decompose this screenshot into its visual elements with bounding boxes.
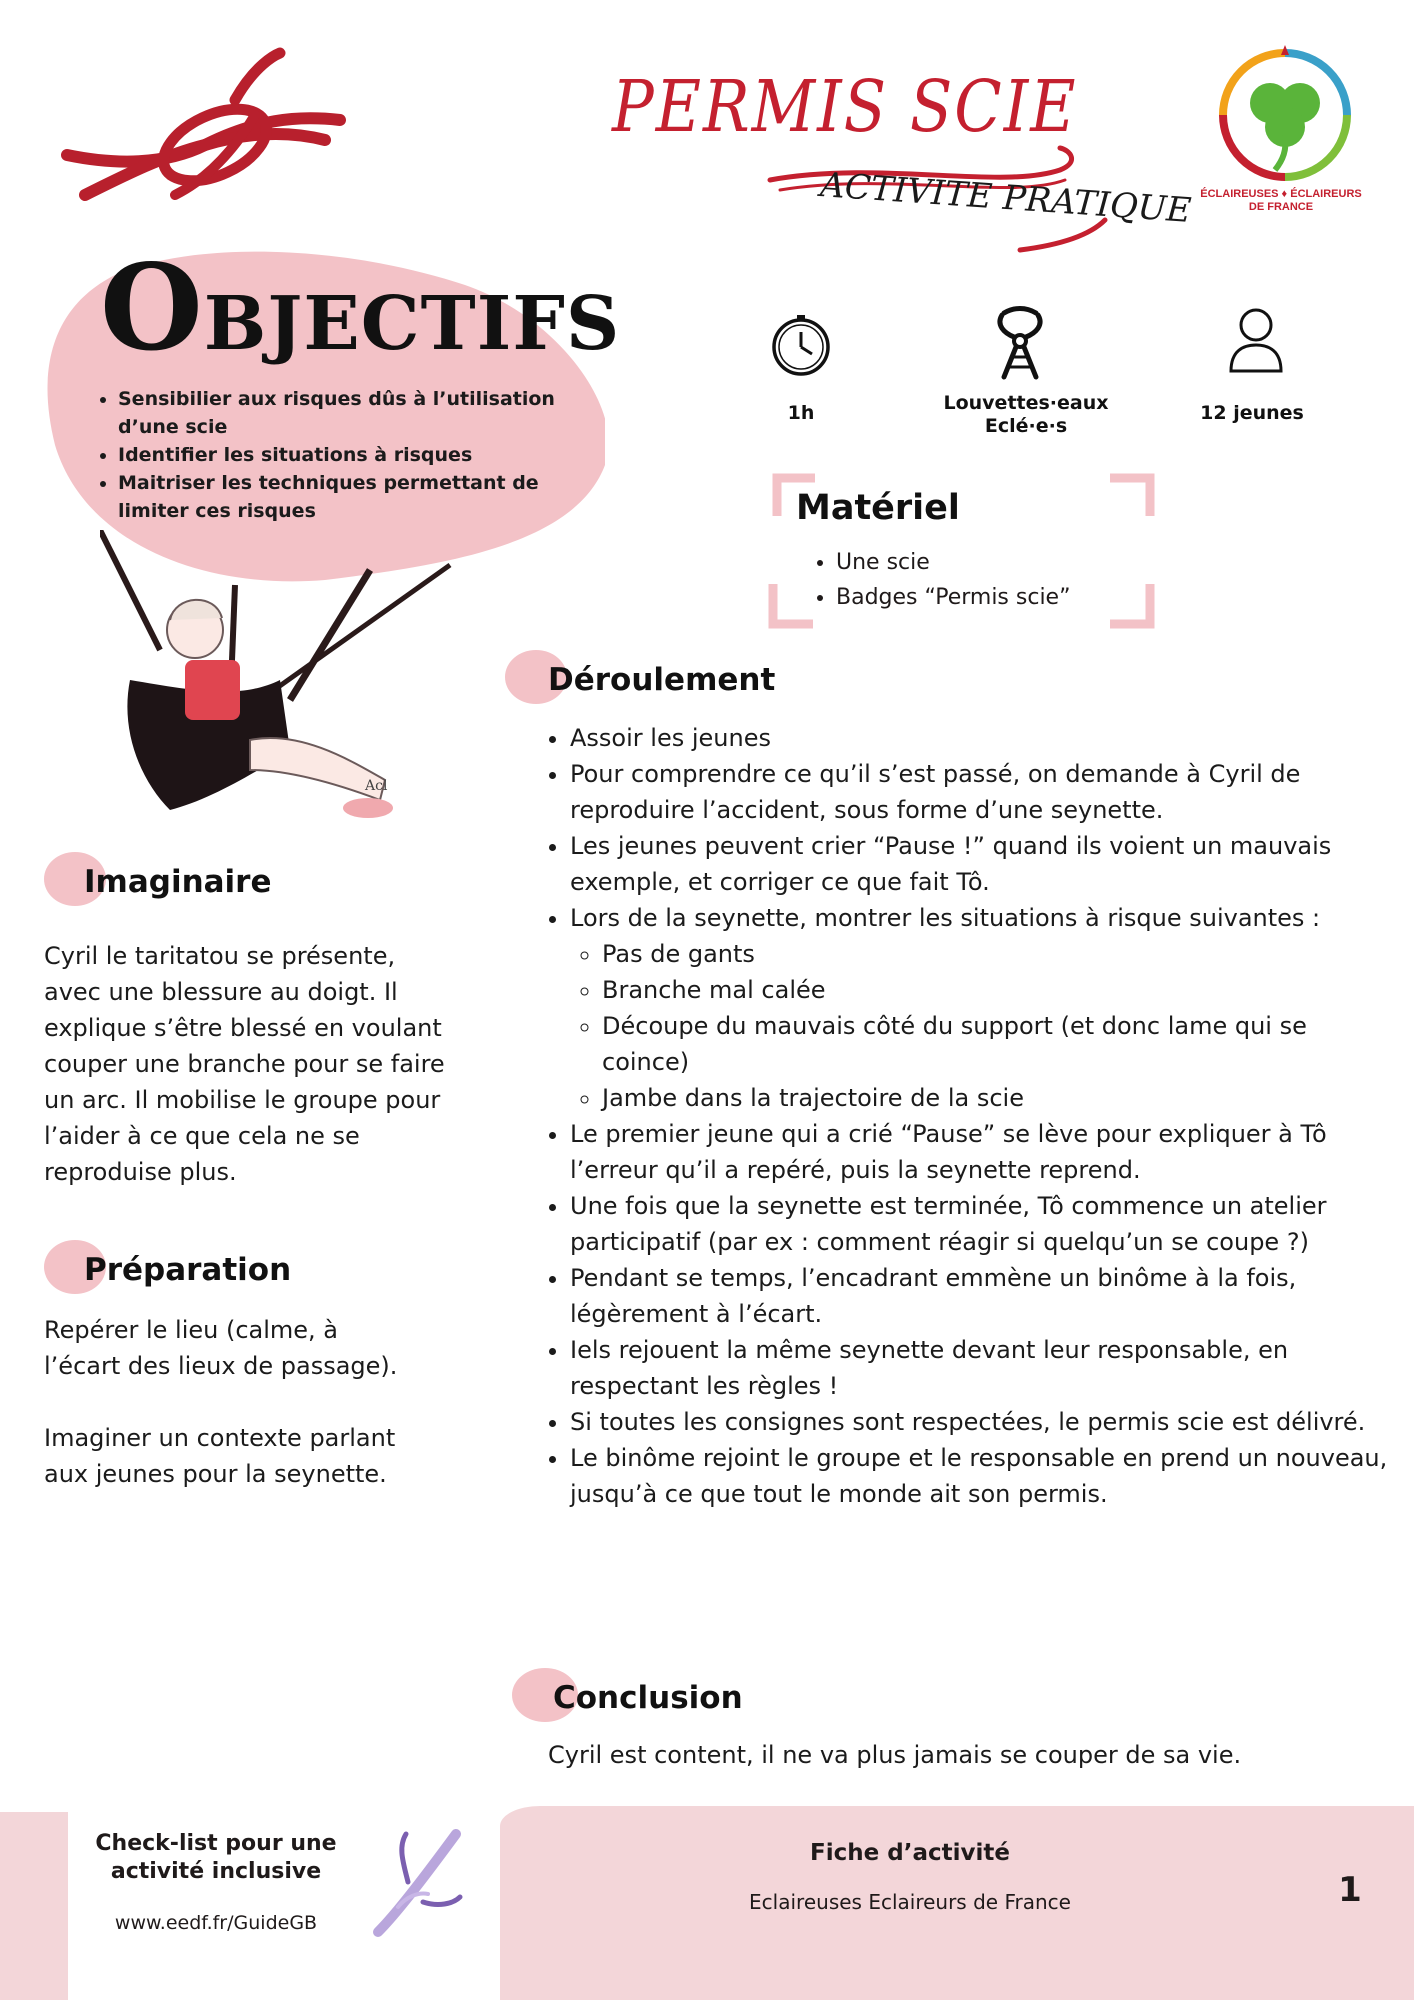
risk-sublist (570, 936, 1400, 1116)
imaginaire-line: un arc. Il mobilise le groupe pour (44, 1086, 441, 1114)
deroulement-item: • Une fois que la seynette est terminée, Tô commence un atelier participatif (par ex : comment réagir si quelqu’un se coupe ?) (570, 1188, 1400, 1260)
knot-icon (55, 45, 350, 210)
deroulement-list (540, 720, 1400, 1512)
risk-item: ◦ Découpe du mauvais côté du support (et donc lame qui se coince) (602, 1008, 1400, 1080)
checklist-line-2: activité inclusive (110, 1859, 322, 1884)
objectives-heading (100, 238, 620, 377)
footer-left-band (0, 1812, 68, 2000)
checklist-link[interactable]: www.eedf.fr/GuideGB (114, 1912, 318, 1934)
deroulement-item: • Pour comprendre ce qu’il s’est passé, on demande à Cyril de reproduire l’accident, sous forme d’une seynette. (570, 756, 1400, 828)
person-icon (1225, 305, 1287, 375)
preparation-line: Imaginer un contexte parlant (44, 1424, 396, 1452)
clock-icon (768, 312, 834, 378)
objective-item: • Sensibilier aux risques dûs à l’utilisation d’une scie (118, 385, 588, 441)
swing-illustration (100, 530, 460, 850)
brand-name (1196, 188, 1366, 214)
imaginaire-text (44, 938, 484, 1190)
eedf-logo-icon (1215, 45, 1355, 185)
imaginaire-line: l’aider à ce que cela ne se (44, 1122, 360, 1150)
objectives-heading-rest: BJECTIFS (203, 281, 621, 367)
imaginaire-line: couper une branche pour se faire (44, 1050, 445, 1078)
sheet-title: Fiche d’activité (810, 1840, 1010, 1866)
deroulement-title: Déroulement (548, 662, 776, 698)
risk-item: ◦ Pas de gants (602, 936, 1400, 972)
objective-item: • Maitriser les techniques permettant de limiter ces risques (118, 469, 588, 525)
page-subtitle: ACTIVITE PRATIQUE (819, 165, 1193, 231)
materiel-item: • Badges “Permis scie” (836, 580, 1136, 615)
brand-line-1: ÉCLAIREUSES ♦ ÉCLAIREURS (1200, 188, 1362, 200)
deroulement-item: • Iels rejouent la même seynette devant leur responsable, en respectant les règles ! (570, 1332, 1400, 1404)
svg-text:Acl: Acl (365, 778, 388, 794)
materiel-list (810, 545, 1136, 615)
group-size-label: 12 jeunes (1200, 402, 1304, 424)
deroulement-item: • Pendant se temps, l’encadrant emmène un binôme à la fois, légèrement à l’écart. (570, 1260, 1400, 1332)
deroulement-item: • Le premier jeune qui a crié “Pause” se lève pour expliquer à Tô l’erreur qu’il a repéré, puis la seynette reprend. (570, 1116, 1400, 1188)
brand-line-2: DE FRANCE (1248, 201, 1314, 213)
feather-icon (368, 1822, 468, 1940)
deroulement-item: • Les jeunes peuvent crier “Pause !” quand ils voient un mauvais exemple, et corriger ce que fait Tô. (570, 828, 1400, 900)
checklist-line-1: Check-list pour une (95, 1831, 337, 1856)
deroulement-item: • Si toutes les consignes sont respectées, le permis scie est délivré. (570, 1404, 1400, 1440)
imaginaire-line: avec une blessure au doigt. Il (44, 978, 398, 1006)
age-group-label (920, 392, 1132, 438)
imaginaire-line: reproduise plus. (44, 1158, 237, 1186)
risk-item: ◦ Branche mal calée (602, 972, 1400, 1008)
conclusion-title: Conclusion (553, 1680, 743, 1716)
page-title: PERMIS SCIE (612, 64, 1078, 149)
materiel-item: • Une scie (836, 545, 1136, 580)
scarf-icon (992, 305, 1048, 380)
imaginaire-line: Cyril le taritatou se présente, (44, 942, 396, 970)
deroulement-item-text: Lors de la seynette, montrer les situations à risque suivantes : (570, 904, 1321, 932)
conclusion-text: Cyril est content, il ne va plus jamais se couper de sa vie. (548, 1741, 1242, 1769)
page-number: 1 (1338, 1870, 1362, 1910)
materiel-title: Matériel (796, 488, 960, 528)
org-name: Eclaireuses Eclaireurs de France (749, 1890, 1071, 1914)
deroulement-item: • Le binôme rejoint le groupe et le responsable en prend un nouveau, jusqu’à ce que tout le monde ait son permis. (570, 1440, 1400, 1512)
preparation-line: aux jeunes pour la seynette. (44, 1460, 387, 1488)
risk-item: ◦ Jambe dans la trajectoire de la scie (602, 1080, 1400, 1116)
age-group-line-2: Eclé·e·s (984, 415, 1068, 437)
preparation-line: Repérer le lieu (calme, à (44, 1316, 339, 1344)
preparation-title: Préparation (84, 1252, 292, 1288)
preparation-line: l’écart des lieux de passage). (44, 1352, 398, 1380)
imaginaire-title: Imaginaire (84, 864, 272, 900)
age-group-line-1: Louvettes·eaux (943, 392, 1109, 414)
imaginaire-line: explique s’être blessé en voulant (44, 1014, 442, 1042)
preparation-text (44, 1312, 484, 1492)
checklist-title (80, 1830, 352, 1886)
deroulement-item (570, 900, 1400, 1116)
objectives-heading-initial: O (100, 238, 204, 377)
objectives-list (92, 385, 588, 525)
deroulement-item: • Assoir les jeunes (570, 720, 1400, 756)
duration-label: 1h (787, 402, 815, 424)
objective-item: • Identifier les situations à risques (118, 441, 588, 469)
